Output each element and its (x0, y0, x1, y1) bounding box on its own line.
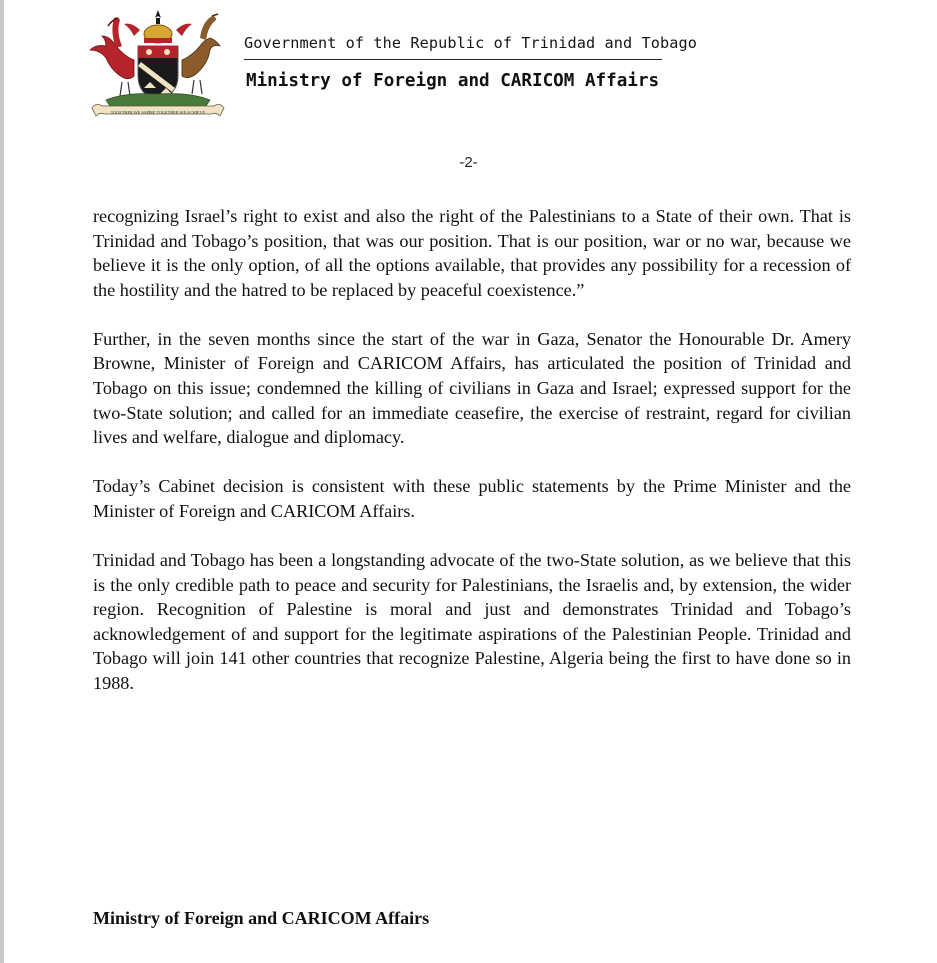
ministry-heading: Ministry of Foreign and CARICOM Affairs (246, 71, 660, 91)
crest-motto-text: TOGETHER WE ASPIRE TOGETHER WE ACHIEVE (110, 110, 206, 115)
signature-block: Ministry of Foreign and CARICOM Affairs (93, 908, 430, 928)
crest-crown (124, 10, 192, 43)
paragraph: Today’s Cabinet decision is consistent with these public statements by the Prime Minister and the Minister of Foreign and CARICOM Affairs. (93, 476, 851, 521)
government-heading: Government of the Republic of Trinidad and Tobago (244, 34, 662, 60)
coat-of-arms-icon (86, 8, 230, 122)
crest-motto-scroll (92, 104, 224, 116)
paragraph: recognizing Israel’s right to exist and also the right of the Palestinians to a State of their own. That is Trinidad and Tobago’s position, that was our position. That is our position, war or no war, because we believe it is the only option, of all the options available, that provides any possibility for a recession of the hostility and the hatred to be replaced by peaceful coexistence.” (93, 206, 851, 300)
paragraph: Trinidad and Tobago has been a longstanding advocate of the two-State solution, as we believe that this is the only credible path to peace and security for Palestinians, the Israelis and, by extension, the wider region. Recognition of Palestine is moral and just and demonstrates Trinidad and Tobago’s acknowledgement of and support for the legitimate aspirations of the Palestinian People. Trinidad and Tobago will join 141 other countries that recognize Palestine, Algeria being the first to have done so in 1988. (93, 550, 851, 693)
paragraph: Further, in the seven months since the start of the war in Gaza, Senator the Honourable Dr. Amery Browne, Minister of Foreign and CARICOM Affairs, has articulated the position of Trinidad and Tobago on this issue; condemned the killing of civilians in Gaza and Israel; expressed support for the two-State solution; and called for an immediate ceasefire, the exercise of restraint, regard for civilian lives and welfare, dialogue and diplomacy. (93, 328, 851, 448)
page-number: -2- (459, 154, 478, 171)
crest-compartment (106, 94, 210, 106)
statement-body (93, 204, 851, 720)
page-left-edge (0, 0, 4, 963)
crest-scarlet-ibis (90, 17, 134, 96)
